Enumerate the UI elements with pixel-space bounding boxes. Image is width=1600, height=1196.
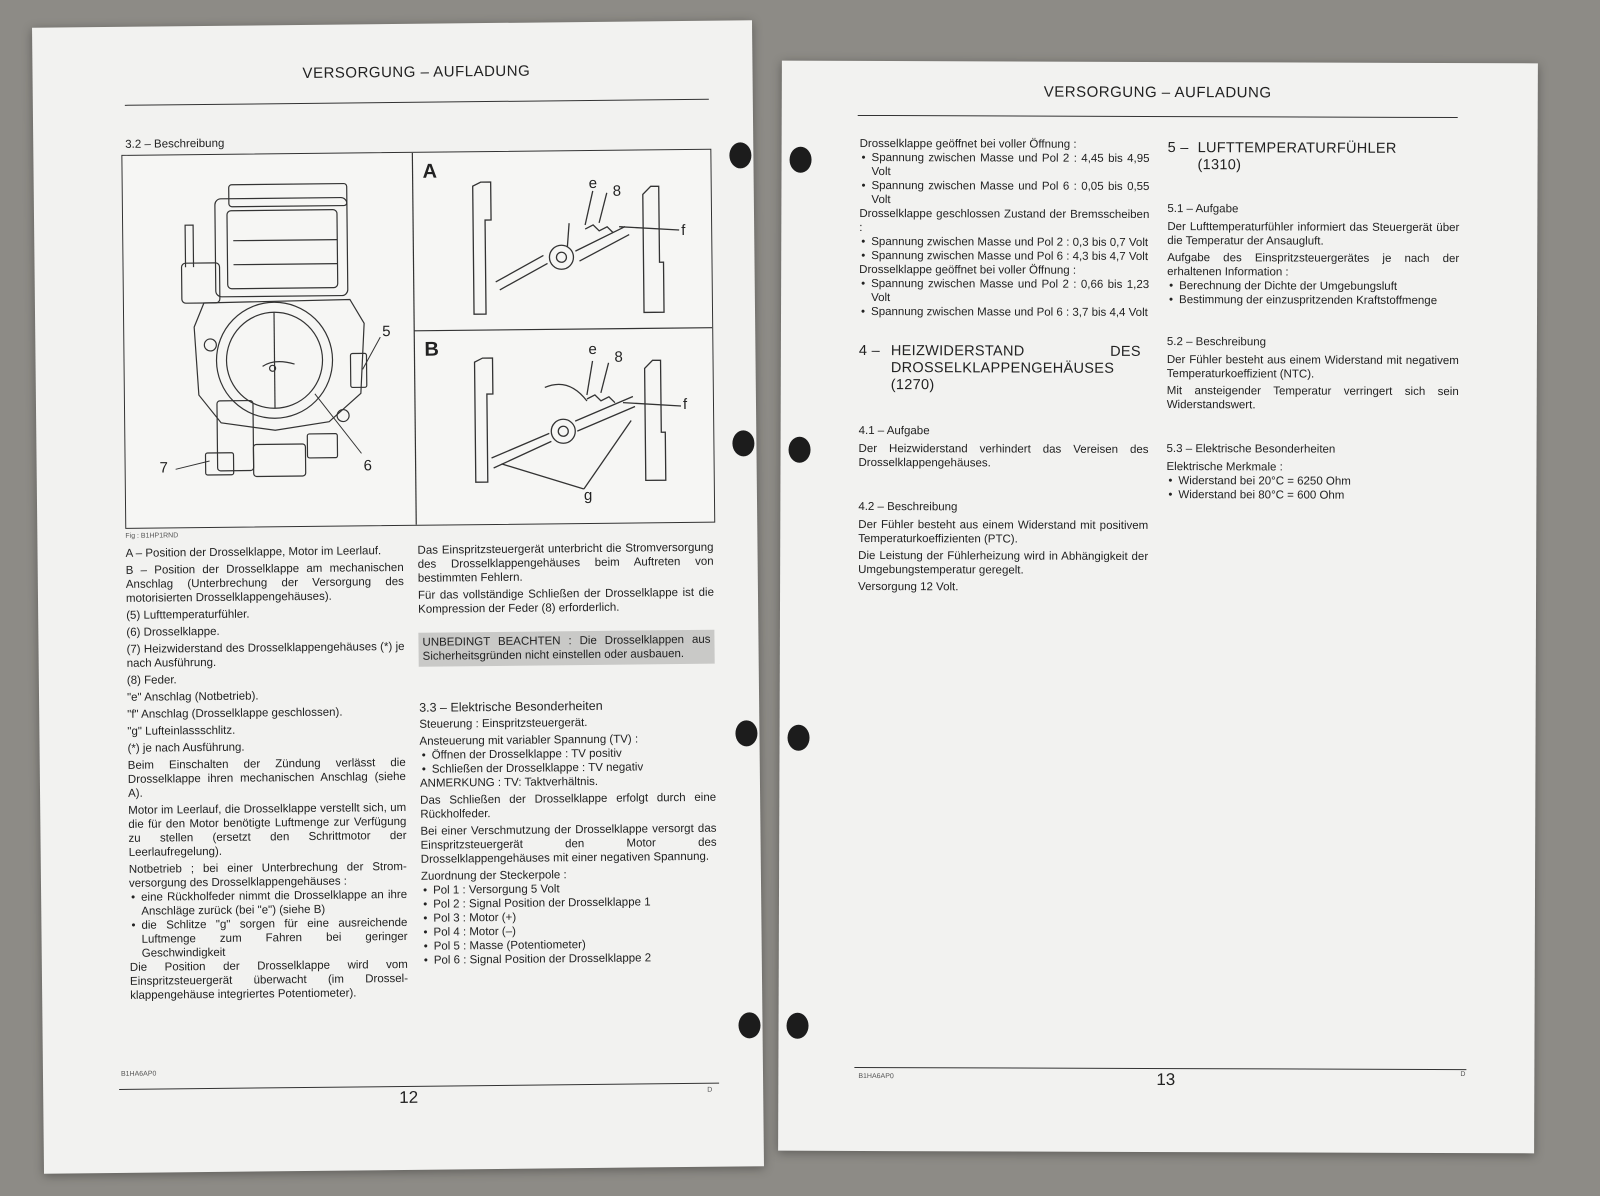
section-title: HEIZWIDERSTAND DES DROSSELKLAPPENGEHÄUSES xyxy=(890,343,1141,377)
callout-5: 5 xyxy=(382,323,391,341)
header-rule xyxy=(125,99,709,106)
page-header: VERSORGUNG – AUFLADUNG xyxy=(302,62,531,82)
binder-hole xyxy=(732,430,754,456)
para: Das Einspritzsteuergerät unterbricht die Stromversorgung des Drosselklappengehäuses beim Auftreten von bestimmten Fehlern. xyxy=(417,541,714,585)
list-item: • Spannung zwischen Masse und Pol 2 : 4,45 bis 4,95 Volt xyxy=(871,151,1149,180)
header-rule xyxy=(858,115,1458,118)
list-item: • Schließen der Drosselklappe : TV negativ xyxy=(432,760,716,777)
open1-list xyxy=(859,151,1149,208)
list-item: • Pol 2 : Signal Position der Drosselklappe 1 xyxy=(433,895,717,912)
list-item: • Berechnung der Dichte der Umgebungsluft xyxy=(1179,279,1459,294)
para: Bei einer Verschmutzung der Drosselklappe versorgt das Einspritzsteuergerät den Motor des Drosselklappengehäuses mit einer negativen Spannung. xyxy=(420,822,717,866)
notbetrieb-list xyxy=(129,888,408,961)
section-heading-4-2: 4.2 – Beschreibung xyxy=(858,500,958,514)
open2-list xyxy=(859,277,1149,320)
figure-caption: Fig : B1HP1RND xyxy=(125,532,179,540)
list-item: • Pol 5 : Masse (Potentiometer) xyxy=(434,937,718,954)
para: (5) Lufttemperaturfühler. xyxy=(126,608,250,622)
para: Die Leistung der Fühlerheizung wird in Abhängigkeit der Umgebungstemperatur geregelt. xyxy=(858,549,1149,577)
para: ANMERKUNG : TV: Taktverhältnis. xyxy=(419,775,599,790)
para: Der Lufttemperaturfühler informiert das Steuergerät über die Temperatur der Ansaugluft. xyxy=(1167,221,1460,248)
list-item: • Spannung zwischen Masse und Pol 6 : 4,3 bis 4,7 Volt xyxy=(871,249,1149,264)
callout-e-b: e xyxy=(588,340,597,358)
footer-mark: D xyxy=(707,1086,713,1094)
para: Versorgung 12 Volt. xyxy=(858,580,959,594)
list-item: • Widerstand bei 20°C = 6250 Ohm xyxy=(1178,474,1458,489)
para: Ansteuerung mit variabler Spannung (TV) : xyxy=(419,733,639,748)
callout-8-a: 8 xyxy=(612,182,622,200)
list-item: • die Schlitze "g" sorgen für eine ausreichende Luftmenge zum Fahren bei geringer Geschwindigkeit xyxy=(141,916,407,961)
binder-hole xyxy=(789,437,811,463)
para: Zuordnung der Steckerpole : xyxy=(420,869,567,883)
right-column-2 xyxy=(1166,140,1459,503)
closed-list xyxy=(859,235,1149,264)
left-page xyxy=(32,20,764,1173)
section-code: (1270) xyxy=(890,377,935,394)
binder-hole xyxy=(786,1013,808,1039)
right-page xyxy=(778,61,1538,1154)
section-heading-5-2: 5.2 – Beschreibung xyxy=(1166,336,1267,349)
throttle-body-drawing xyxy=(122,150,714,528)
list-item: • Spannung zwischen Masse und Pol 2 : 0,66 bis 1,23 Volt xyxy=(871,277,1149,306)
para: Drosselklappe geöffnet bei voller Öffnung : xyxy=(859,137,1077,151)
para: Der Heizwiderstand verhindert das Vereisen des Drosselklappengehäuses. xyxy=(858,442,1149,470)
para: Drosselklappe geöffnet bei voller Öffnung : xyxy=(859,263,1077,277)
para: Motor im Leerlauf, die Drosselklappe verstellt sich, um die für den Motor benötigte Luftmenge zur Verfügung zu stellen (ersetzt den Schrittmotor der Leerlaufregelung). xyxy=(128,801,407,859)
para: "f" Anschlag (Drosselklappe geschlossen). xyxy=(127,706,343,721)
warning-box: UNBEDINGT BEACHTEN : Die Drosselklappen aus Sicherheitsgründen nicht einstellen oder ausbauen. xyxy=(418,630,714,667)
page-number: 12 xyxy=(399,1087,419,1108)
list-item: • Pol 4 : Motor (–) xyxy=(433,923,717,940)
para: Aufgabe des Einspritzsteuergerätes je nach der erhaltenen Information : xyxy=(1167,252,1460,279)
throttle-body-figure xyxy=(121,149,715,529)
callout-7: 7 xyxy=(159,459,169,477)
section-number: 5 – xyxy=(1167,140,1189,157)
page-number: 13 xyxy=(1156,1069,1176,1090)
section-title: LUFTTEMPERATURFÜHLER xyxy=(1197,140,1397,157)
callout-6: 6 xyxy=(363,457,373,475)
para: Der Fühler besteht aus einem Widerstand mit negativem Temperaturkoeffizient (NTC). xyxy=(1166,354,1459,381)
footer-rule xyxy=(119,1083,719,1090)
callout-e-a: e xyxy=(588,174,598,192)
list-item: • Pol 3 : Motor (+) xyxy=(433,909,717,926)
footer-code: B1HA6AP0 xyxy=(858,1072,894,1081)
section-heading-5-3: 5.3 – Elektrische Besonderheiten xyxy=(1166,443,1336,456)
footer-mark: D xyxy=(1460,1071,1466,1079)
panel-a-sketch xyxy=(473,180,680,314)
para: (6) Drosselklappe. xyxy=(126,625,220,639)
binder-hole xyxy=(729,142,751,168)
list-item: • Widerstand bei 80°C = 600 Ohm xyxy=(1178,488,1458,503)
panel-a-label: A xyxy=(422,160,438,183)
list-item: • Pol 1 : Versorgung 5 Volt xyxy=(433,881,717,898)
section-heading-4-1: 4.1 – Aufgabe xyxy=(858,424,930,438)
list-item: • Spannung zwischen Masse und Pol 6 : 3,7 bis 4,4 Volt xyxy=(871,305,1149,320)
para: (*) je nach Ausführung. xyxy=(127,741,245,755)
para: A – Position der Drosselklappe, Motor im Leerlauf. xyxy=(125,545,382,560)
para: Mit ansteigender Temperatur verringert sich sein Widerstandswert. xyxy=(1166,385,1459,412)
list-item: • Bestimmung der einzuspritzenden Kraftstoffmenge xyxy=(1179,293,1459,308)
pin-list xyxy=(421,881,718,968)
para: (8) Feder. xyxy=(126,674,177,687)
section-number: 4 – xyxy=(858,342,880,360)
list-item: • Öffnen der Drosselklappe : TV positiv xyxy=(432,746,716,763)
callout-8-b: 8 xyxy=(614,348,623,366)
callout-f-a: f xyxy=(681,221,686,240)
para: Das Schließen der Drosselklappe erfolgt durch eine Rückholfeder. xyxy=(420,791,717,821)
section-5-heading xyxy=(1168,140,1460,175)
para: Für das vollständige Schließen der Drosselklappe ist die Kompression der Feder (8) erforderlich. xyxy=(417,586,715,616)
list-item: • Pol 6 : Signal Position der Drosselklappe 2 xyxy=(434,951,718,968)
callout-g: g xyxy=(583,486,593,505)
para: "g" Lufteinlassschlitz. xyxy=(127,724,236,738)
binder-hole xyxy=(790,147,812,173)
section-heading-5-1: 5.1 – Aufgabe xyxy=(1167,203,1239,216)
tv-list xyxy=(420,746,716,777)
callout-f-b: f xyxy=(682,395,688,414)
section-heading-3-3: 3.3 – Elektrische Besonderheiten xyxy=(419,698,603,715)
panel-b-sketch xyxy=(475,356,682,490)
para: Der Fühler besteht aus einem Widerstand mit positivem Temperaturkoeffizienten (PTC). xyxy=(858,518,1149,546)
right-column-1 xyxy=(858,137,1150,598)
panel-b-label: B xyxy=(424,338,439,361)
section-code: (1310) xyxy=(1197,157,1242,174)
footer-code: B1HA6AP0 xyxy=(120,1070,157,1078)
para: "e" Anschlag (Notbetrieb). xyxy=(126,690,259,704)
para: Drosselklappe geschlossen Zustand der Bremsscheiben : xyxy=(859,207,1150,234)
binder-hole xyxy=(735,720,757,746)
left-column-1 xyxy=(125,544,408,1006)
binder-hole xyxy=(738,1012,760,1038)
para: Notbetrieb ; bei einer Unterbrechung der Stromversorgung des Drosselklappengehäuses : xyxy=(128,860,407,890)
para: Die Position der Drosselklappe wird vom Einspritzsteuergerät überwacht (im Drosselklappengehäuse integriertes Potentiometer). xyxy=(129,958,409,1002)
left-column-2 xyxy=(417,541,717,968)
section-heading-3-2: 3.2 – Beschreibung xyxy=(125,137,225,151)
para: B – Position der Drosselklappe am mechanischen Anschlag (Unterbrechung der Versorgung des motorisierten Drosselklappengehäuses). xyxy=(125,561,404,605)
para: (7) Heizwiderstand des Drosselklappengehäuses (*) je nach Ausführung. xyxy=(126,640,405,670)
page-header: VERSORGUNG – AUFLADUNG xyxy=(1043,83,1272,102)
throttle-body-sketch xyxy=(181,183,368,477)
sec51-list xyxy=(1167,279,1459,308)
list-item: • Spannung zwischen Masse und Pol 6 : 0,05 bis 0,55 Volt xyxy=(871,179,1149,208)
sec53-list xyxy=(1166,474,1458,503)
para: Beim Einschalten der Zündung verlässt die Drosselklappe ihren mechanischen Anschlag (siehe A). xyxy=(127,756,406,800)
list-item: • eine Rückholfeder nimmt die Drosselklappe an ihre Anschläge zurück (bei "e") (siehe B) xyxy=(141,888,407,919)
para: Steuerung : Einspritzsteuergerät. xyxy=(419,717,588,731)
list-item: • Spannung zwischen Masse und Pol 2 : 0,3 bis 0,7 Volt xyxy=(871,235,1149,250)
section-4-heading xyxy=(859,343,1149,395)
para: Elektrische Merkmale : xyxy=(1166,461,1283,474)
binder-hole xyxy=(787,725,809,751)
